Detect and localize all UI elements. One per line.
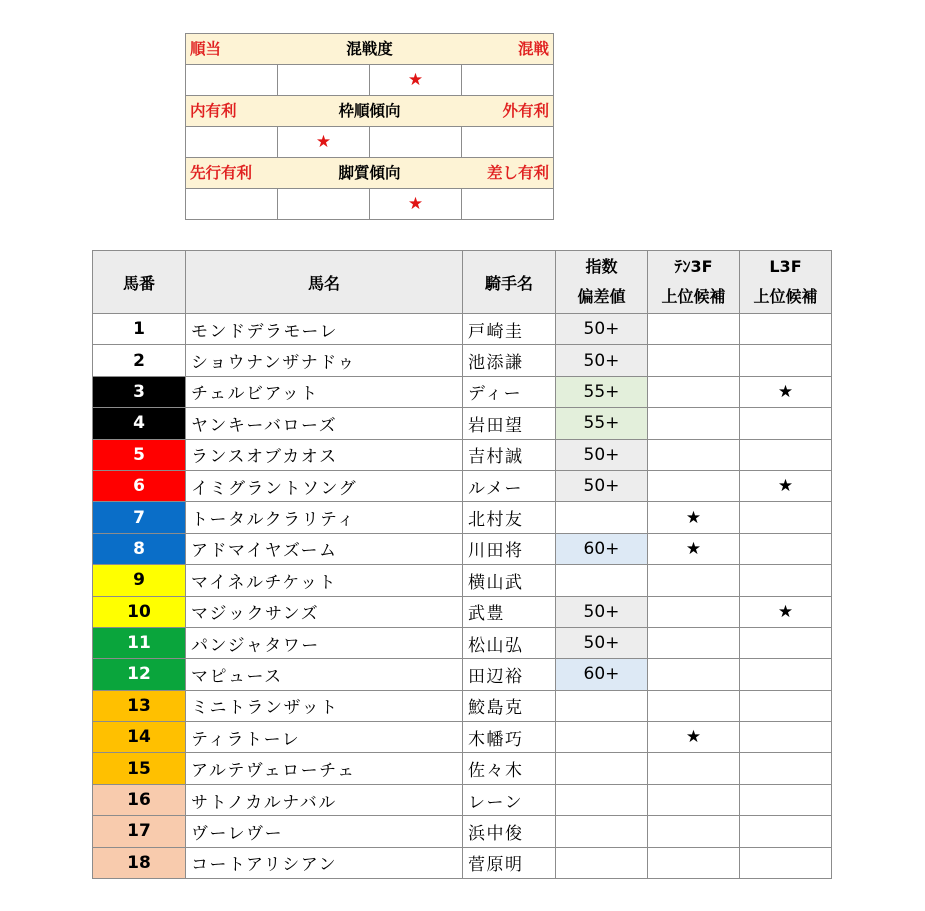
horse-name: トータルクラリティ (186, 502, 463, 533)
table-row (93, 722, 832, 753)
jockey-name: レーン (463, 784, 556, 815)
horse-number: 3 (93, 376, 186, 407)
summary-center-label: 枠順傾向 (338, 102, 401, 120)
last-3f-mark (740, 690, 832, 721)
early-3f-mark (648, 784, 740, 815)
index-deviation: 60+ (556, 659, 648, 690)
jockey-name: 吉村誠 (463, 439, 556, 470)
last-3f-mark (740, 722, 832, 753)
summary-scale-cell (278, 65, 370, 96)
table-row (93, 502, 832, 533)
table-row (93, 376, 832, 407)
horse-number: 5 (93, 439, 186, 470)
early-3f-mark (648, 470, 740, 501)
summary-scale-cell (370, 65, 462, 96)
header-last-3f-candidate (740, 251, 832, 314)
early-3f-mark (648, 408, 740, 439)
header-l3f-line2: 上位候補 (753, 287, 818, 306)
table-row (93, 565, 832, 596)
horse-name: モンドデラモーレ (186, 314, 463, 345)
index-deviation (556, 690, 648, 721)
horse-number: 17 (93, 816, 186, 847)
last-3f-mark: ★ (740, 470, 832, 501)
last-3f-mark (740, 565, 832, 596)
horse-number: 2 (93, 345, 186, 376)
jockey-name: ルメー (463, 470, 556, 501)
index-deviation (556, 502, 648, 533)
last-3f-mark (740, 314, 832, 345)
table-row (93, 784, 832, 815)
summary-left-label: 先行有利 (190, 164, 253, 182)
summary-scale-row (186, 189, 554, 220)
summary-scale-cell (186, 65, 278, 96)
early-3f-mark (648, 596, 740, 627)
index-deviation: 50+ (556, 345, 648, 376)
header-index-line1: 指数 (585, 257, 618, 276)
summary-scale-cell (278, 127, 370, 158)
horse-number: 7 (93, 502, 186, 533)
index-deviation: 55+ (556, 376, 648, 407)
table-row (93, 753, 832, 784)
summary-scale-cell (278, 189, 370, 220)
table-row (93, 470, 832, 501)
early-3f-mark (648, 314, 740, 345)
header-jockey-name: 騎手名 (463, 251, 556, 314)
horse-name: マイネルチケット (186, 565, 463, 596)
summary-left-label: 順当 (190, 40, 222, 58)
index-deviation: 50+ (556, 314, 648, 345)
horse-name: ミニトランザット (186, 690, 463, 721)
summary-center-label: 脚質傾向 (338, 164, 401, 182)
summary-label-row (186, 34, 554, 65)
last-3f-mark (740, 345, 832, 376)
early-3f-mark: ★ (648, 533, 740, 564)
table-row (93, 847, 832, 878)
summary-scale-row (186, 127, 554, 158)
summary-right-label: 混戦 (517, 40, 549, 58)
table-row (93, 596, 832, 627)
horse-number: 10 (93, 596, 186, 627)
jockey-name: 岩田望 (463, 408, 556, 439)
header-index-line2: 偏差値 (577, 287, 626, 306)
horse-number: 18 (93, 847, 186, 878)
index-deviation: 50+ (556, 439, 648, 470)
last-3f-mark (740, 502, 832, 533)
table-header-row (93, 251, 832, 314)
summary-scale-cell (462, 65, 554, 96)
summary-scale-cell (462, 189, 554, 220)
early-3f-mark (648, 847, 740, 878)
summary-scale-cell (186, 189, 278, 220)
horse-number: 4 (93, 408, 186, 439)
table-row (93, 314, 832, 345)
header-ten-line2: 上位候補 (661, 287, 726, 306)
index-deviation (556, 816, 648, 847)
horse-number: 16 (93, 784, 186, 815)
summary-scale-cell (462, 127, 554, 158)
early-3f-mark (648, 690, 740, 721)
table-row (93, 690, 832, 721)
header-index-deviation (556, 251, 648, 314)
last-3f-mark (740, 784, 832, 815)
horse-name: マピュース (186, 659, 463, 690)
horse-entry-table (92, 250, 832, 879)
last-3f-mark (740, 408, 832, 439)
early-3f-mark (648, 439, 740, 470)
horse-name: イミグラントソング (186, 470, 463, 501)
horse-name: マジックサンズ (186, 596, 463, 627)
jockey-name: ディー (463, 376, 556, 407)
race-summary-table (185, 33, 554, 220)
horse-name: パンジャタワー (186, 627, 463, 658)
star-icon: ★ (407, 70, 424, 90)
table-row (93, 408, 832, 439)
index-deviation: 50+ (556, 596, 648, 627)
early-3f-mark: ★ (648, 502, 740, 533)
horse-number: 8 (93, 533, 186, 564)
header-horse-number: 馬番 (93, 251, 186, 314)
index-deviation: 50+ (556, 470, 648, 501)
summary-center-label: 混戦度 (346, 40, 393, 58)
jockey-name: 横山武 (463, 565, 556, 596)
horse-name: チェルビアット (186, 376, 463, 407)
early-3f-mark (648, 816, 740, 847)
table-row (93, 659, 832, 690)
index-deviation: 60+ (556, 533, 648, 564)
summary-left-label: 内有利 (190, 102, 237, 120)
early-3f-mark (648, 345, 740, 376)
index-deviation (556, 722, 648, 753)
horse-number: 15 (93, 753, 186, 784)
jockey-name: 北村友 (463, 502, 556, 533)
horse-name: ティラトーレ (186, 722, 463, 753)
last-3f-mark (740, 627, 832, 658)
index-deviation (556, 847, 648, 878)
last-3f-mark (740, 816, 832, 847)
jockey-name: 菅原明 (463, 847, 556, 878)
horse-number: 13 (93, 690, 186, 721)
star-icon: ★ (315, 132, 332, 152)
index-deviation (556, 784, 648, 815)
horse-number: 14 (93, 722, 186, 753)
early-3f-mark: ★ (648, 722, 740, 753)
jockey-name: 池添謙 (463, 345, 556, 376)
horse-number: 6 (93, 470, 186, 501)
horse-number: 9 (93, 565, 186, 596)
jockey-name: 戸崎圭 (463, 314, 556, 345)
table-row (93, 345, 832, 376)
jockey-name: 佐々木 (463, 753, 556, 784)
last-3f-mark (740, 847, 832, 878)
summary-scale-cell (370, 127, 462, 158)
horse-name: ヴーレヴー (186, 816, 463, 847)
early-3f-mark (648, 376, 740, 407)
header-l3f-line1: L3F (769, 257, 802, 276)
horse-name: ショウナンザナドゥ (186, 345, 463, 376)
horse-name: サトノカルナバル (186, 784, 463, 815)
jockey-name: 田辺裕 (463, 659, 556, 690)
jockey-name: 松山弘 (463, 627, 556, 658)
index-deviation (556, 753, 648, 784)
last-3f-mark (740, 439, 832, 470)
last-3f-mark (740, 659, 832, 690)
header-ten-line1: ﾃﾝ3F (674, 257, 713, 276)
jockey-name: 武豊 (463, 596, 556, 627)
summary-label-row (186, 96, 554, 127)
header-early-3f-candidate (648, 251, 740, 314)
summary-scale-cell (186, 127, 278, 158)
horse-number: 1 (93, 314, 186, 345)
table-row (93, 439, 832, 470)
horse-name: ランスオブカオス (186, 439, 463, 470)
star-icon: ★ (407, 194, 424, 214)
index-deviation: 50+ (556, 627, 648, 658)
index-deviation (556, 565, 648, 596)
horse-number: 11 (93, 627, 186, 658)
summary-scale-row (186, 65, 554, 96)
last-3f-mark: ★ (740, 596, 832, 627)
horse-name: コートアリシアン (186, 847, 463, 878)
jockey-name: 鮫島克 (463, 690, 556, 721)
early-3f-mark (648, 753, 740, 784)
horse-name: アルテヴェローチェ (186, 753, 463, 784)
last-3f-mark (740, 753, 832, 784)
jockey-name: 木幡巧 (463, 722, 556, 753)
horse-number: 12 (93, 659, 186, 690)
table-row (93, 533, 832, 564)
table-row (93, 627, 832, 658)
index-deviation: 55+ (556, 408, 648, 439)
early-3f-mark (648, 627, 740, 658)
horse-name: ヤンキーバローズ (186, 408, 463, 439)
table-row (93, 816, 832, 847)
header-horse-name: 馬名 (186, 251, 463, 314)
last-3f-mark (740, 533, 832, 564)
jockey-name: 浜中俊 (463, 816, 556, 847)
horse-name: アドマイヤズーム (186, 533, 463, 564)
summary-right-label: 差し有利 (486, 164, 549, 182)
summary-label-row (186, 158, 554, 189)
jockey-name: 川田将 (463, 533, 556, 564)
early-3f-mark (648, 565, 740, 596)
early-3f-mark (648, 659, 740, 690)
summary-scale-cell (370, 189, 462, 220)
last-3f-mark: ★ (740, 376, 832, 407)
summary-right-label: 外有利 (502, 102, 549, 120)
